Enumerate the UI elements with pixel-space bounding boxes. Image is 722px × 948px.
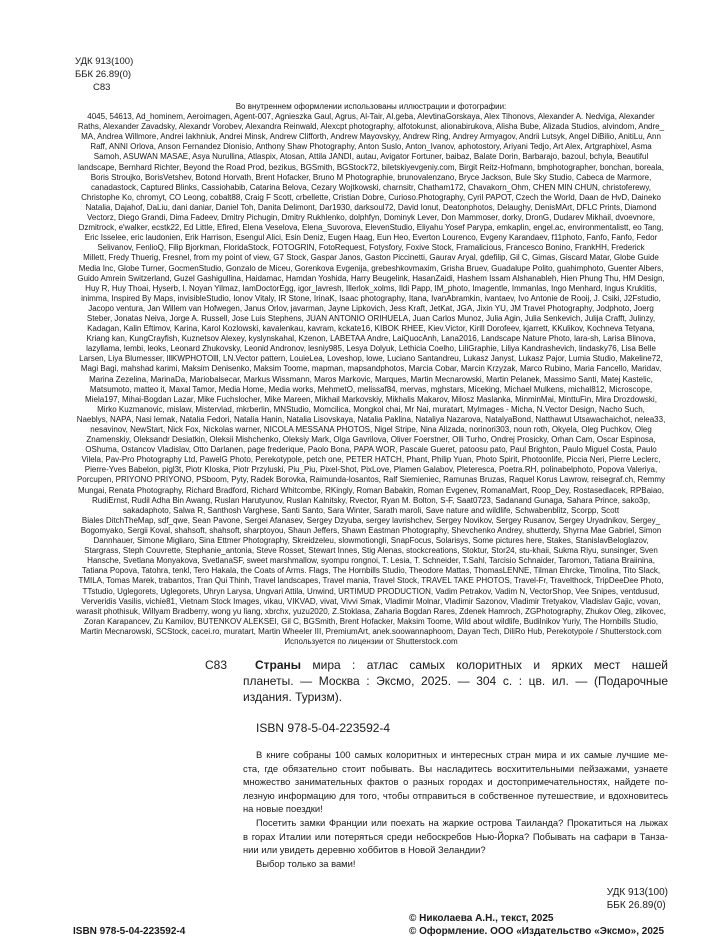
credit-line: Raff, ANNI Orlova, Anson Fernandez Dionisio, Anthony Shaw Photography, Anton Suslo, Anton_Ivanov, aphotostory, Ariyani Tedjo, Art Alex, Artgraphixel, Asma — [90, 142, 652, 152]
credit-line: sakadaphoto, Salwa R, Santhosh Varghese, Santi Santo, Sara Winter, Sarath maroli, Save nature and wildlife, Schwabenblitz, Scorpp, Scott — [122, 505, 620, 515]
credit-line: Kriang kan, KungCrayfish, Kuznetsov Alexey, kyslynskahal, Kzenon, LABETAA Andre, LaiQuocAnh, Lana2016, Landscape Nature Photo, lara-sh, Larisa Blinova, — [86, 334, 656, 344]
credit-line: OShuma, Ostancov Vladislav, Otto Darlanen, page frederique, Paolo Bona, PAPA WOR, Pascale Gueret, patoosu pato, Paul Brighton, Paulo Miguel Costa, Paulo — [85, 445, 657, 455]
credit-line: Porcupen, PRIYONO PRIYONO, PSboom, Pyty, Radek Borovka, Raimunda-losantos, Ralf Siemieniec, Ramunas Bruzas, Raquel Korus Lawrow, reisegraf.ch, Remmy — [76, 475, 666, 485]
credit-line: Steber, Jonatas Neiva, Jorge A. Russell, Jose Luis Stephens, JUAN ANTONIO ORIHUELA, Juan Carlos Munoz, Julia Agin, Julia Senkevich, Julija Crafft, Julinzy, — [86, 313, 656, 323]
record-line — [243, 657, 668, 673]
copyright-block — [409, 912, 664, 938]
credits-intro: Во внутреннем оформлении использованы иллюстрации и фотографии: — [235, 102, 507, 111]
credit-line: Natalia, Dajahof, DaLiu, dani daniar, Daniel Toh, Danita Delimont, Dar1930, darksoul72, David Ionut, Deatonphotos, Delaughy, DenisMArt, DFLC Prints, Diamond — [85, 202, 657, 212]
credit-line: Marina Zezelina, MarinaDa, Mariobalsecar, Markus Wissmann, Maros Markovic, Marques, Martin Mecnarowski, Martin Pelanek, Massimo Santi, Matej Kastelic, — [89, 374, 653, 384]
credit-line: Biales DitchTheMap, sdf_qwe, Sean Pavone, Sergei Afanasev, Sergey Dzyuba, sergey lavrishchev, Sergey Novikov, Sergey Rusanov, Sergey Uryadnikov, Sergey_ — [81, 515, 661, 525]
credit-line: inimma, Inspired By Maps, invisibleStudio, Ionov Vitaly, IR Stone, IrinaK, Isaac photography, Itana, IvanAbramkin, ivantaev, Ivo Antonie de Rooij, J. Csiki, J2Fstudio, — [81, 293, 661, 303]
credit-line: Hansche, Svetlana Monyakova, SvetlanaSF, sweet marshmallow, syompu rongnoi, T. Lesia, T. Schneider, T.Sahl, Tarcisio Schnaider, Taromon, Tatiana Braiinina, — [87, 556, 655, 566]
credit-line: Tatiana Popova, Tatohra, tenkl, Tero Hakala, the Coats of Arms. Flags, The Hornbills Studio, Theodore Mattas, ThomasLENNE, Tilman Ehrcke, Timolina, Tito Slack, — [81, 566, 661, 576]
credit-line: canadastock, Captured Blinks, Cassiohabib, Catarina Belova, Cezary Wojtkowski, charnsitr, Chatham172, Chavakorn_Ohm, CHEN MIN CHUN, christoferewy, — [91, 182, 651, 192]
credit-line: Selivanov, FenlioQ, Filip Bjorkman, FloridaStock, FOTOGRIN, FotoRequest, Fotysfory, Foxive Stock, Framalicious, Francesco Bonino, FrankHH, Frederick — [97, 243, 645, 253]
credit-line: Guido Amrein Switzerland, Guzel Gashigullina, Haidamac, Hamdan Yoshida, Harry Beugelink, HasanZaidi, Hashem Issam Alshanableh, Hien Phung Thu, HM Design, — [77, 273, 665, 283]
isbn: ISBN 978-5-04-223592-4 — [256, 721, 391, 735]
credit-line: Dzmitrock, e'walker, ecstk22, Ed Little, Efired, Elena Veselova, Elena_Suvorova, ElevenStudio, Eliyahu Yosef Parypa, emkaplin, engel.ac, environmentalistt, eo Tang, — [78, 223, 664, 233]
credit-line: Eric Isselee, eric laudonien, Erik Harrison, Esengul Alici, Esin Deniz, Eugen Haag, Eun Heo, Everton Lourenco, Evgeny Karandaev, f11photo, Fanfo, Fanfo, Fedor — [84, 233, 658, 243]
annotation-line: в горах Италии или потеряться среди небоскребов Нью-Йорка? Побывать на сафари в Танза- — [243, 830, 668, 842]
credit-line: MA, Andrea Willmore, Andrei Iakhniuk, Andrei Minsk, Andrew Clifforth, Andrew Mayovskyy, Andrew Ring, Andrey Armyagov, Andrii Lutsyk, Angel DiBilio, AnitiLu, Ann — [81, 132, 661, 142]
credit-line: warasit phothisuk, Willyam Bradberry, wong yu liang, xbrchx, yuzu2020, Z.Stoklasa, Zaharia Bogdan Rares, Zdenek Hamroch, ZGPhotography, Zhukov Oleg, zlikovec, — [76, 606, 666, 616]
classification-bottom — [607, 886, 668, 912]
credit-line: Pierre-Yves Babelon, pigl3t, Piotr Kloska, Piotr Przyluski, Piu_Piu, Pixel-Shot, PixLove, Plamen Galabov, Pleteresca, Poetra.RH, polinabelphoto, Popova Valeriya, — [84, 465, 658, 475]
credit-line: TTstudio, Uglegorets, Uglegorets, Uhryn Larysa, Ungvari Attila, Unwind, URTIMUD PRODUCTION, Vadim Petrakov, Vadim N, VectorShop, Vee Snipes, ventdusud, — [82, 586, 660, 596]
credit-line: Vilela, Pav-Pro Photography Ltd, PawelG Photo, Perekotypole, petch one, PETER HATCH, Phant, Philip Yuan, Photo Spirit, Photoonlife, Piccia Neri, Pierre Leclerc, — [81, 455, 661, 465]
annotation-line: В книге собраны 100 самых колоритных и интересных стран мира и их самые лучшие ме- — [256, 749, 668, 760]
annotation — [243, 748, 668, 870]
credit-line: nesavinov, NewStart, Nick Fox, Nickolas warner, NICOLA MESSANA PHOTOS, Nigel Stripe, Nina Alizada, norinori303, noun roth, Okyela, Oleg Puchkov, Oleg — [90, 425, 652, 434]
credit-line: Matsumoto, matteo it, Maxal Tamor, Media Home, Media works, MehmetO, melissaf84, mervas, mghstars, Miceking, Michael Mulkens, michal812, Microscope, — [89, 384, 653, 394]
credit-line: TMILA, Tomas Marek, trabantos, Tran Qui Thinh, Travel landscapes, Travel mania, Travel Stock, TRAVEL TAKE PHOTOS, Travel-Fr, Travelthock, TripDeeDee Photo, — [78, 576, 664, 586]
bibliographic-record — [243, 657, 668, 705]
credit-line: Martin Mecnarowski, SCStock, cacei.ro, muratart, Martin Wheeler III, PremiumArt, anek.soowannaphoom, Dayan Tech, DiliRo Hub, Perekotypole / Shutterstock.com — [80, 626, 662, 636]
credit-line: Dannhauer, Simone Migliaro, Sina Ettmer Photography, Skreidzeleu, slowmotiongli, SnapFocus, Solarisys, Some pictures here, Stakes, StanislavBeloglazov, — [93, 536, 649, 546]
credit-line: landscape, Bernhard Richter, Beyond the Road Prod, bezikus, BGSmith, BGStock72, biletskiyevgeniy.com, Birgit Reitz-Hofmann, bmphotographer, bonchan, boreala, — [78, 162, 664, 172]
record-line: издания. Туризм). — [243, 690, 343, 704]
classification-top — [75, 55, 133, 94]
author-mark: С83 — [93, 82, 111, 93]
credit-line: Bogomyako, Sergii Koval, shahsoft, shahsoft, sharptoyou, Shaun Jeffers, Shawn Eastman Photography, Shevchenko Andrey, shutterdy, Shyrna Mae Gabriel, Simon — [80, 525, 662, 535]
credit-line: Naeblys, NAPA, Nasi lemak, Natalia Fedori, Natalia Hanin, Natalia Lisovskaya, Natalia Paklina, Nataliya Nazarova, NatalyaBond, Natthawut Utsawachaichot, nelea33, — [76, 414, 666, 424]
credit-line: Boris Stroujko, BorisVetshev, Botond Horvath, Brent Hofacker, Bruno M Photographie, brunovalenzano, Bryce Jackson, Bule Sky Studio, Cabeca de Marmore, — [90, 172, 652, 182]
credit-line: Vectorz, Diego Grandi, Dima Fadeev, Dmitry Pichugin, Dmitry Rukhlenko, dolphfyn, Dominyk Lever, Don Mammoser, dorky, DronG, Dudarev Mikhail, dvoevnore, — [87, 213, 655, 223]
credit-line: Magi Bagi, mahshad karimi, Maksim Denisenko, Maksim Toome, mapman, mapsandphotos, Marcia Cobar, Marcin Krzyzak, Marco Rubino, Maria Fancello, Maridav, — [80, 364, 662, 374]
license-note: Используется по лицензии от Shutterstock.com — [284, 636, 458, 646]
copyright-design: © Оформление. ООО «Издательство «Эксмо», 2025 — [409, 926, 665, 937]
record-line: планеты. — Москва : Эксмо, 2025. — 304 с. : цв. ил. — (Подарочные — [243, 674, 668, 688]
bbk-code-bottom: ББК 26.89(0) — [606, 900, 666, 911]
credit-line: Mungai, Renata Photography, Richard Bradford, Richard Whitcombe, RKingly, Roman Babakin, Roman Evgenev, RomanaMart, Roop_Dey, Rostasedlacek, RPBaiao, — [78, 485, 664, 495]
credit-line: Jacopo ventura, Jan Willem van Hofwegen, Janus Orlov, javarman, Jayne Lipkovich, Jess Kraft, JetKat, JGA, Jixin YU, JM Travel Photography, Jodphoto, Joerg — [88, 303, 654, 313]
book-title: Страны — [255, 658, 302, 672]
credit-line: Larsen, Liya Blumesser, lllKWPHOTOlll, LN.Vector pattern, LouieLea, Loveshop, lowe, Luciano Santandreu, Lukasz Janyst, Lukasz Pajor, Lumia Studio, Makeline72, — [79, 354, 663, 364]
annotation-line: лезную информацию для того, чтобы отправиться в собственное путешествие, и вдохновитесь — [243, 789, 668, 801]
annotation-line: Выбор только за вами! — [256, 857, 356, 869]
udk-code: УДК 913(100) — [75, 56, 134, 67]
credit-line: Mirko Kuzmanovic, mislaw, Mistervlad, mkrberlin, MNStudio, Momcilica, Mongkol chai, Mr Nai, muratart, MyImages - Micha, N.Vector Design, Nacho Such, — [97, 404, 645, 414]
credit-line: Zoran Karapancev, Zu Kamilov, BUTENKOV ALEKSEI, Gil C, BGSmith, Brent Hofacker, Maksim Toome, Wild about wildlife, Budilnikov Yuriy, The Hornbills Studio, — [83, 616, 658, 626]
annotation-line: нии или увидеть деревню хоббитов в Новой Зеландии? — [243, 844, 486, 856]
record-author-mark: С83 — [205, 658, 228, 672]
credit-line: Media Inc, Globe Turner, GocmenStudio, Gonzalo de Miceu, Gorenkova Evgenija, grebeshkovmaxim, Grisha Bruev, Guadalupe Polito, guahimphoto, Guenter Albers, — [78, 263, 664, 273]
bbk-code: ББК 26.89(0) — [75, 69, 132, 80]
annotation-line: ста, где обязательно стоит побывать. Вы насладитесь восхитительными пейзажами, узнаете — [243, 762, 668, 774]
annotation-line: Посетить замки Франции или поехать на жаркие острова Таиланда? Прокатиться на лыжах — [256, 816, 668, 828]
image-credits — [71, 102, 671, 647]
credit-line: Christophe Ko, chromyt, CO Leong, cobalt88, Craig F Scott, crbellette, Cristian Dobre, Curioso.Photography, Cyril PAPOT, Czech the World, Daan de HvD, Daineko — [81, 192, 661, 202]
credit-line: Millett, Fredy Thuerig, Fresnel, from my point of view, G7 Stock, Gaspar Janos, Gaston Piccinetti, Gaurav Aryal, gdefilip, Gil C, Gimas, Giscard Matar, Globe Guide — [83, 253, 659, 263]
credit-line: 4045, 54613, Ad_hominem, Aeroimagen, Agent-007, Agnieszka Gaul, Agrus, Al-Tair, Al.geba, AlevtinaGorskaya, Alex Tihonovs, Alexander A. Nedviga, Alexander — [87, 112, 655, 122]
credit-line: lazyllama, lembi, leoks, Leonard Zhukovsky, Leonid Andronov, lesniy985, Lesya Dolyuk, Lethicia Coelho, LiliGraphie, Liliya Kandrashevich, lindasky76, Lisa Belle — [86, 344, 656, 354]
credit-line: RudiErnst, Rudil Adha Bin Awang, Ruslan Harutyunov, Ruslan Kalnitsky, Rvector, Ryan M. Bolton, S-F, Saat0723, Sadanand Gunaga, Sahara Prince, sako3p, — [91, 495, 651, 505]
credit-line: Ververidis Vasilis, vichie81, Vietnam Stock Images, vikau, VIKVAD, vivat, Vivvi Smak, Vladimir Molnar, Vladimir Sazonov, Vladimir Tretyakov, Vladislav Gajic, vovan, — [81, 596, 661, 606]
credit-line: Raths, Alexander Zavadsky, Alexandr Vorobev, Alexandra Reinwald, Alexcpt photography, alfotokunst, alionabirukova, Alisha Bube, Alizada Studios, alvindom, Andre_ — [77, 122, 665, 132]
udk-code-bottom: УДК 913(100) — [606, 887, 668, 898]
annotation-line: множество занимательных фактов о разных городах и достопримечательностях, найдете по- — [243, 776, 668, 788]
credit-line: Kadagan, Kalin Eftimov, Karina, Karol Kozlowski, kavalenkau, kavram, kckate16, KIBOK RHEE, Kiev.Victor, Kirill Dorofeev, kjarrett, KKulikov, Kochneva Tetyana, — [87, 324, 655, 334]
copyright-text: © Николаева А.Н., текст, 2025 — [409, 913, 554, 924]
credit-line: Stargrass, Steph Couvrette, Stephanie_antonia, Steve Rosset, Stewart Innes, Stig Alenas, stockcreations, Stoktur, Stor24, stu-khaii, Sukma Riyu, sunsinger, Sven — [84, 546, 658, 556]
annotation-line: на новые поездки! — [243, 803, 323, 815]
credit-lines — [71, 112, 671, 637]
credit-line: Samoh, ASUWAN MASAE, Asya Nurullina, Atlaspix, Atosan, Attila JANDI, autau, Avigator Fortuner, baibaz, Balate Dorin, Barbarajo, bazoul, bchyla, Beautiful — [93, 152, 649, 162]
record-line-text: мира : атлас самых колоритных и ярких мест нашей — [312, 658, 668, 672]
credit-line: Znamenskiy, Oleksandr Desiatkin, Oleksii Mishchenko, Oleksiy Mark, Olga Gavrilova, Oliver Foerstner, Olli Turho, Ondrej Prosicky, Orhan Cam, Oscar Espinosa, — [86, 435, 656, 445]
credit-line: Huy R, Huy Thoai, Hyserb, I. Noyan Yilmaz, IamDoctorEgg, igor_lavresh, Illerlok_xolms, Ildi Papp, IM_photo, Imagentle, Immanlas, Ingo Menhard, Ingus Kruklitis, — [85, 283, 657, 293]
credit-line: Miela197, Mihai-Bogdan Lazar, Mike Fuchslocher, Mike Mareen, Mikhail Markovskiy, Mikhalis Makarov, Milosz Maslanka, MinminMai, MinttuFin, Mira Drozdowski, — [85, 394, 657, 404]
isbn-bottom: ISBN 978-5-04-223592-4 — [73, 926, 186, 937]
